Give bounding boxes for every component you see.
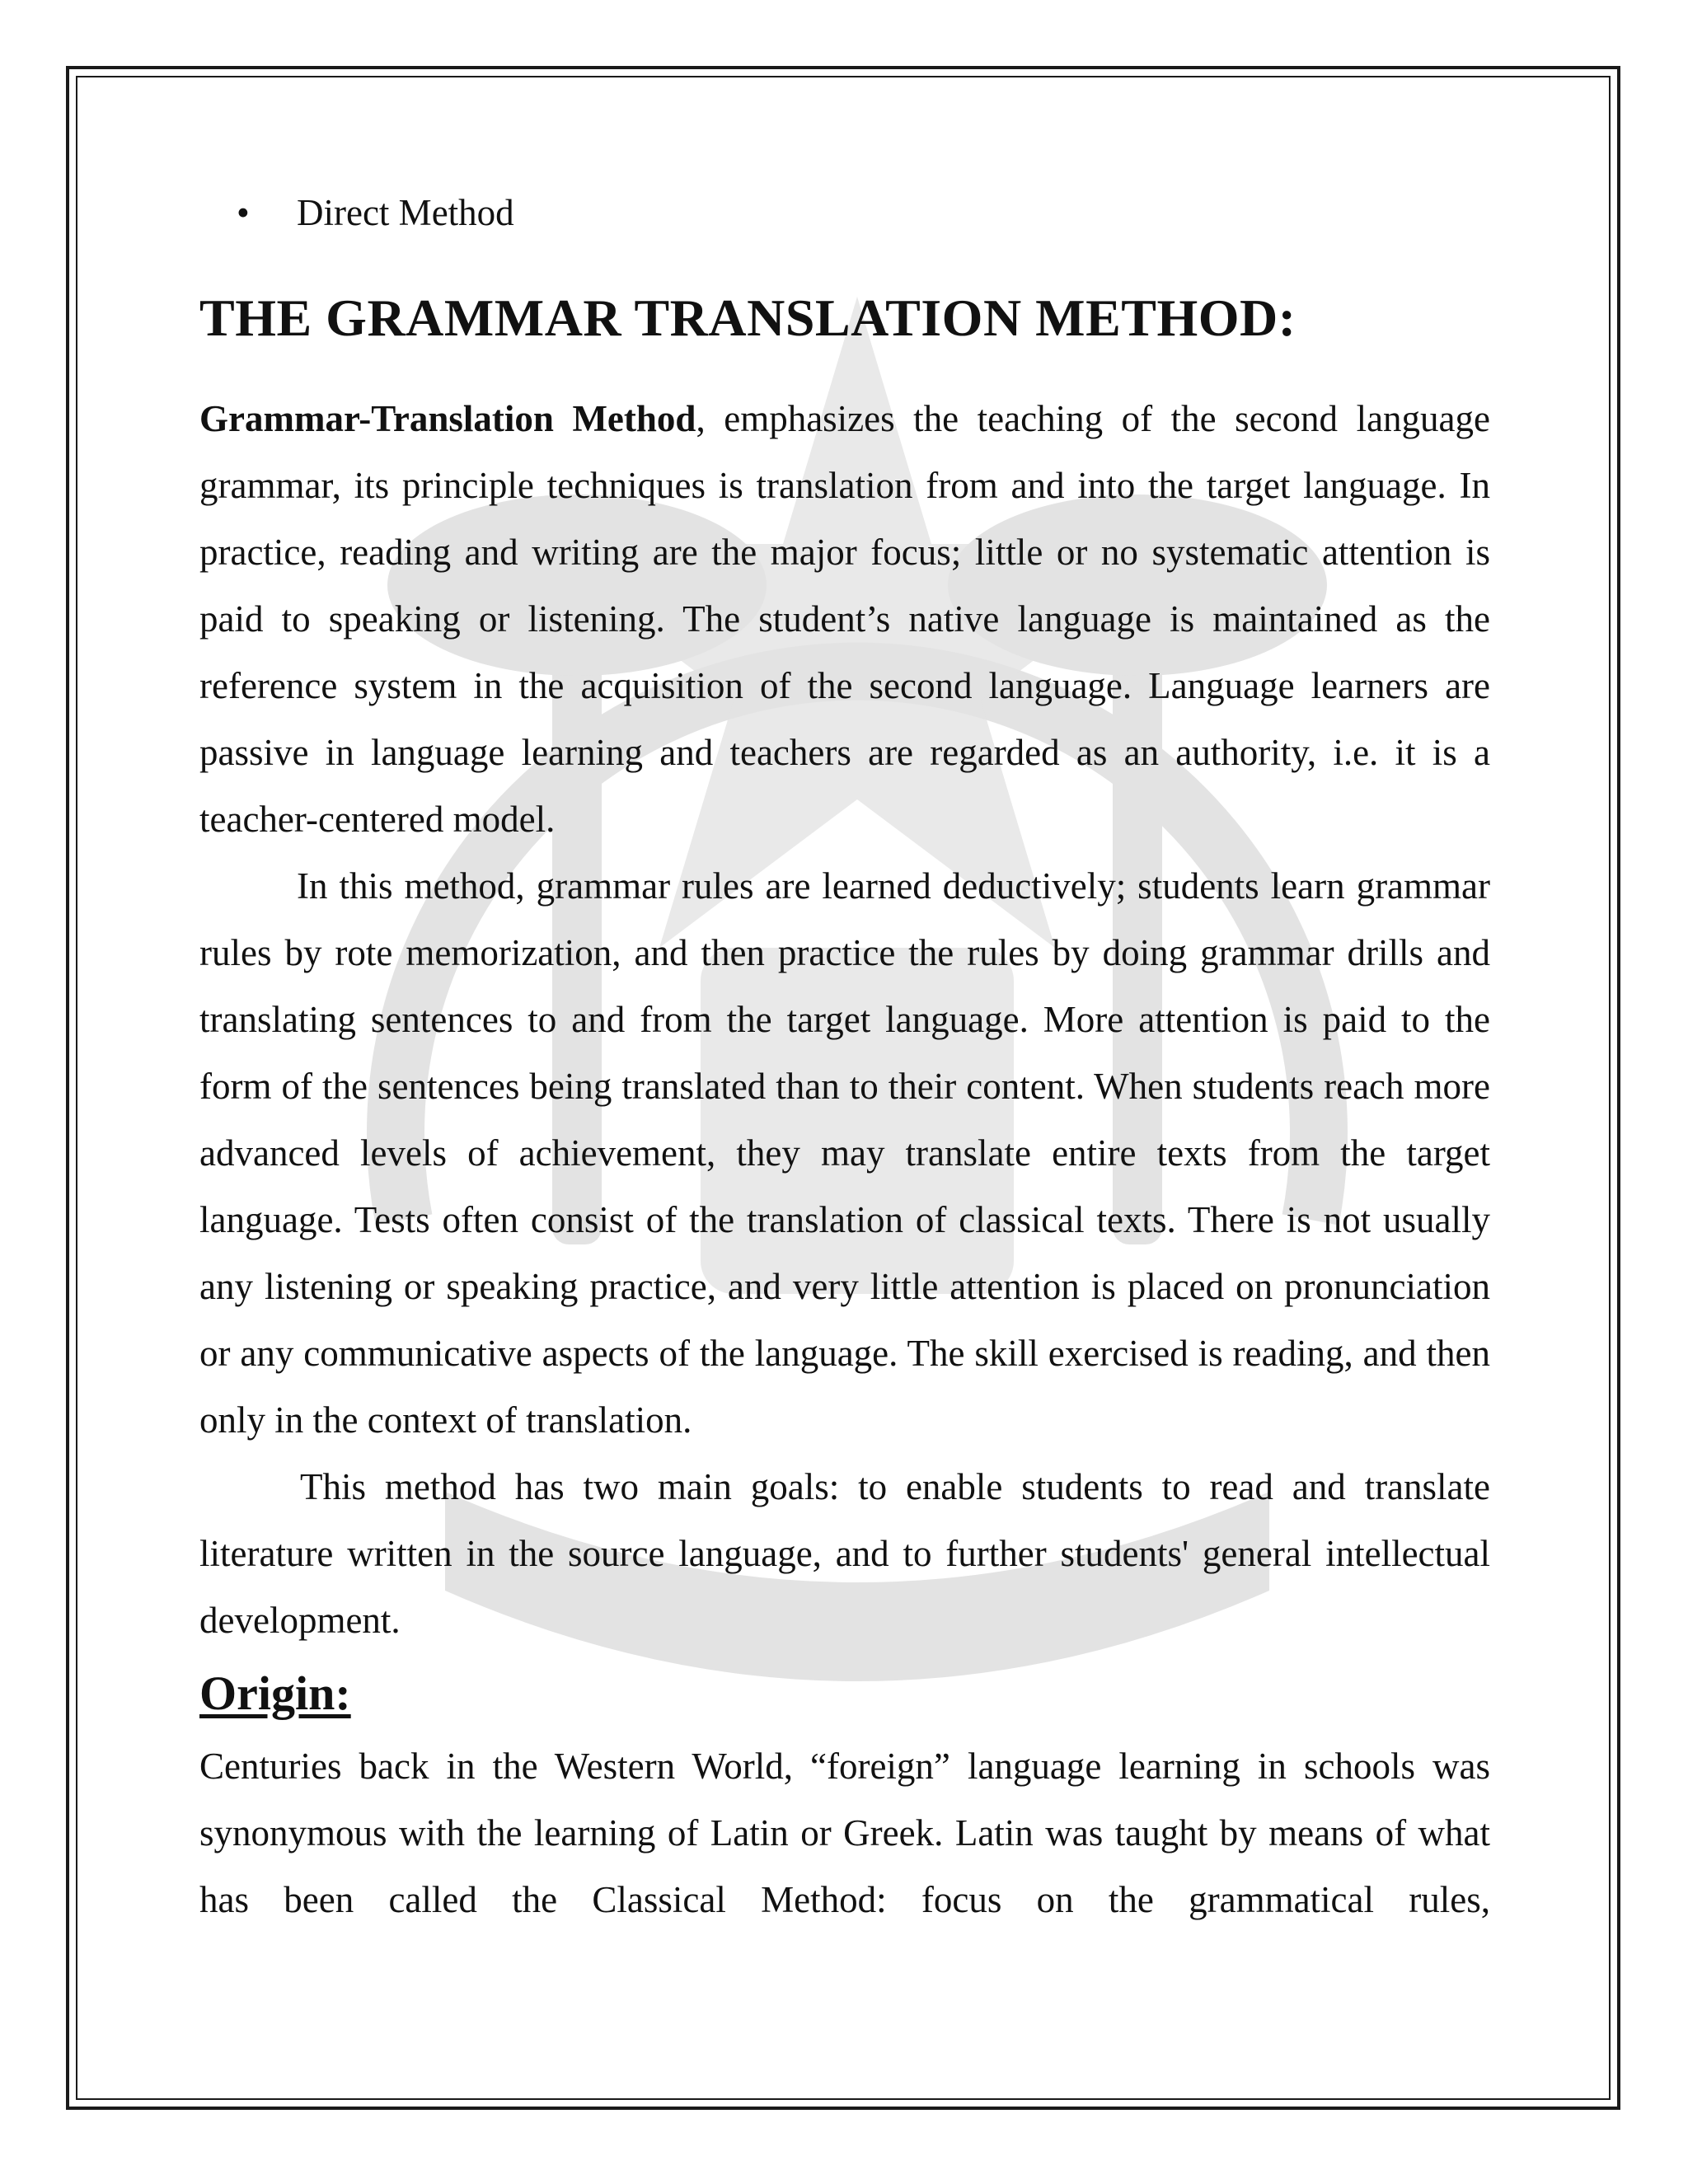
paragraph-goals: This method has two main goals: to enable students to read and translate literature written in the source language, and to further students' general intellectual development. [199,1466,1490,1641]
origin-heading: Origin: [199,1666,351,1720]
paragraph-definition-text: , emphasizes the teaching of the second language grammar, its principle techniques is translation from and into the target language. In practice, reading and writing are the major focus; little or no systematic attention is paid to speaking or listening. The student’s native language is maintained as the reference system in the acquisition of the second language. Language learners are passive in language learning and teachers are regarded as an authority, i.e. it is a teacher-centered model. [199,398,1490,840]
document-body [199,190,1490,1933]
bullet-text: Direct Method [297,192,514,233]
bullet-dot-icon: • [237,192,250,233]
paragraph-method-description: In this method, grammar rules are learned deductively; students learn grammar rules by rote memorization, and then practice the rules by doing grammar drills and translating sentences to and from the target language. More attention is paid to the form of the sentences being translated than to their content. When students reach more advanced levels of achievement, they may translate entire texts from the target language. Tests often consist of the translation of classical texts. There is not usually any listening or speaking practice, and very little attention is placed on pronunciation or any communicative aspects of the language. The skill exercised is reading, and then only in the context of translation. [199,865,1490,1441]
section-heading: THE GRAMMAR TRANSLATION METHOD: [199,288,1296,347]
paragraph-definition [199,386,1490,853]
term-bold: Grammar-Translation Method [199,398,696,439]
bullet-list-item [199,190,1490,236]
paragraph-origin: Centuries back in the Western World, “foreign” language learning in schools was synonymous with the learning of Latin or Greek. Latin was taught by means of what has been called the Classical Method: focus on the grammatical rules, [199,1746,1490,1920]
